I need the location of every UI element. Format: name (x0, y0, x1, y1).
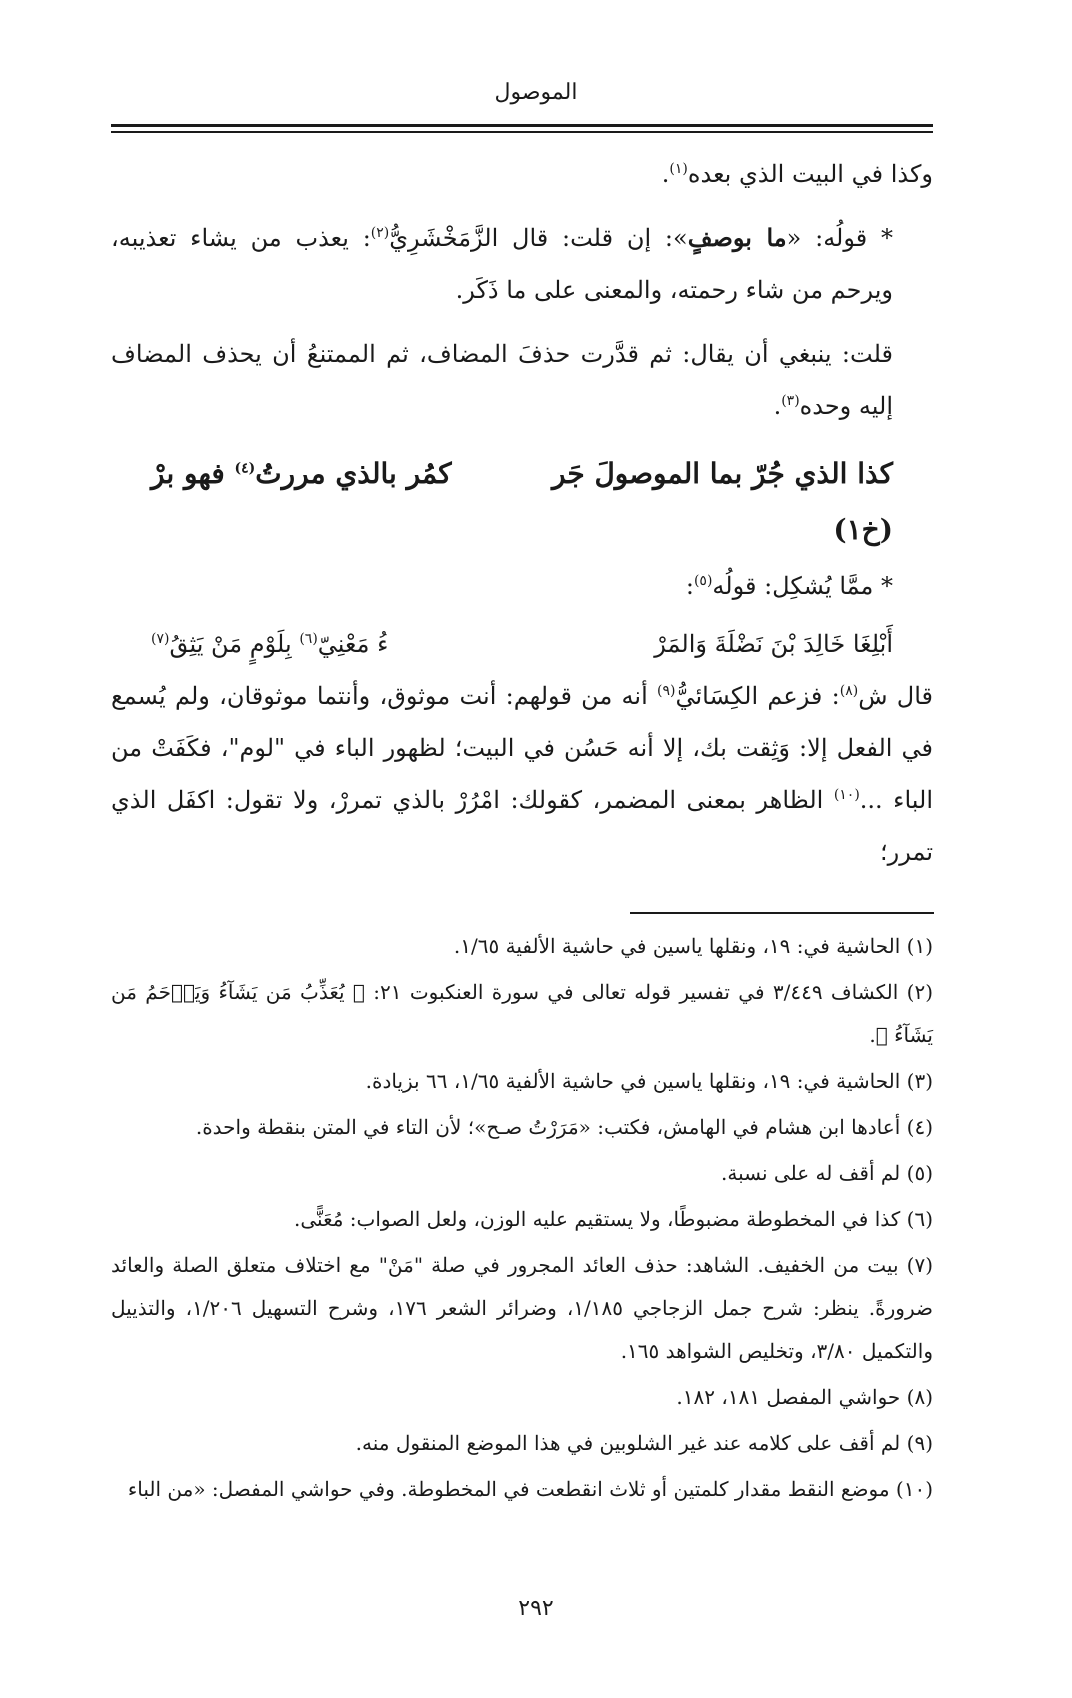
footnote-ref: (١٠) (833, 787, 860, 803)
footnote-2: (٢) الكشاف ٣/٤٤٩ في تفسير قوله تعالى في سورة العنكبوت ٢١: ﴿ يُعَذِّبُ مَن يَشَآءُ وَيَرۡحَمُ مَن يَشَآءُ ﴾. (111, 980, 934, 1047)
footnote-ref: (١) (669, 161, 688, 177)
poem-hemistich-right: أَبْلِغَا خَالِدَ بْنَ نَضْلَةَ وَالمَرْ (654, 630, 893, 658)
footnote-6: (٦) كذا في المخطوطة مضبوطًا، ولا يستقيم عليه الوزن، ولعل الصواب: مُعَنًّى. (294, 1207, 933, 1231)
quoted-phrase: ما بوصفٍ (687, 223, 787, 252)
footnote-4: (٤) أعادها ابن هشام في الهامش، فكتب: «مَرَرْتُ صـح»؛ لأن التاء في المتن بنقطة واحدة. (195, 1115, 933, 1139)
footnote-7: (٧) بيت من الخفيف. الشاهد: حذف العائد المجرور في صلة "مَنْ" مع اختلاف متعلق الصلة والعائد ضرورةً. ينظر: شرح جمل الزجاجي ١/١٨٥، وضرائر الشعر ١٧٦، وشرح التسهيل ١/٢٠٦، والتذييل والتكميل ٣/٨٠، وتخليص الشواهد ١٦٥. (111, 1253, 933, 1363)
footnote-10: (١٠) موضع النقط مقدار كلمتين أو ثلاث انقطعت في المخطوطة. وفي حواشي المفصل: «من الباء (127, 1477, 933, 1501)
footnote-ref: (٩) (657, 683, 676, 699)
footnote-9: (٩) لم أقف على كلامه عند غير الشلوبين في هذا الموضع المنقول منه. (355, 1431, 933, 1455)
header-rule-thick (111, 124, 933, 127)
page-number: ٢٩٢ (518, 1596, 554, 1621)
footnote-ref: (٤) (234, 460, 256, 477)
footnote-3: (٣) الحاشية في: ١٩، ونقلها ياسين في حاشية الألفية ١/٦٥، ٦٦ بزيادة. (365, 1069, 933, 1093)
verse-code: (خ١) (833, 513, 893, 546)
running-title: الموصول (494, 80, 578, 105)
paragraph-3: قلت: ينبغي أن يقال: ثم قدَّرت حذفَ المضاف، ثم الممتنعُ أن يحذف المضاف إليه وحده$^{(٣)}$. (111, 340, 893, 420)
footnote-separator (630, 912, 934, 914)
verse-hemistich-right: كذا الذي جُرّ بما الموصولَ جَر (551, 457, 893, 490)
poem-hemistich-left: ءُ مَعْنِيّ$^{(٦)}$ بِلَوْمٍ مَنْ يَثِقُ$^{(٧)}$ (151, 630, 389, 658)
poem-line (111, 618, 933, 670)
header-rule-thin (111, 131, 933, 133)
main-text (111, 148, 933, 878)
verse-line (111, 444, 933, 504)
paragraph-1: وكذا في البيت الذي بعده$^{(١)}$. (661, 160, 933, 188)
footnote-ref: (٨) (839, 683, 859, 699)
paragraph-4: * ممَّا يُشكِل: قولُه$^{(٥)}$: (685, 572, 893, 600)
footnote-ref: (٧) (151, 631, 170, 647)
footnote-5: (٥) لم أقف له على نسبة. (721, 1161, 933, 1185)
paragraph-5: قال ش$^{(٨)}$: فزعم الكِسَائيُّ$^{(٩)}$ أنه من قولهم: أنت موثوق، وأنتما موثوقان، ولم يُسمع في الفعل إلا: وَثِقت بك، إلا أنه حَسُن في البيت؛ لظهور الباء في "لوم"، فكَفَتْ من الباء ...$^{(١٠)}$ الظاهر بمعنى المضمر، كقولك: امْرُرْ بالذي تمررْ، ولا تقول: اكفَل الذي تمرر؛ (111, 682, 933, 866)
footnote-8: (٨) حواشي المفصل ١٨١، ١٨٢. (676, 1385, 933, 1409)
footnotes (111, 925, 933, 1514)
footnote-ref: (٦) (299, 631, 318, 647)
paragraph-2: * قولُه: «ما بوصفٍ»: إن قلت: قال الزَّمَخْشَرِيُّ$^{(٢)}$: يعذب من يشاء تعذيبه، ويرحم من شاء رحمته، والمعنى على ما ذَكَر. (111, 223, 894, 304)
footnote-ref: (٣) (781, 393, 800, 409)
footnote-ref: (٥) (693, 573, 713, 589)
footnote-1: (١) الحاشية في: ١٩، ونقلها ياسين في حاشية الألفية ١/٦٥. (453, 934, 933, 958)
footnote-ref: (٢) (370, 225, 390, 241)
verse-hemistich-left: كمُر بالذي مررتُ$^{(٤)}$ فهو برْ (151, 457, 452, 490)
